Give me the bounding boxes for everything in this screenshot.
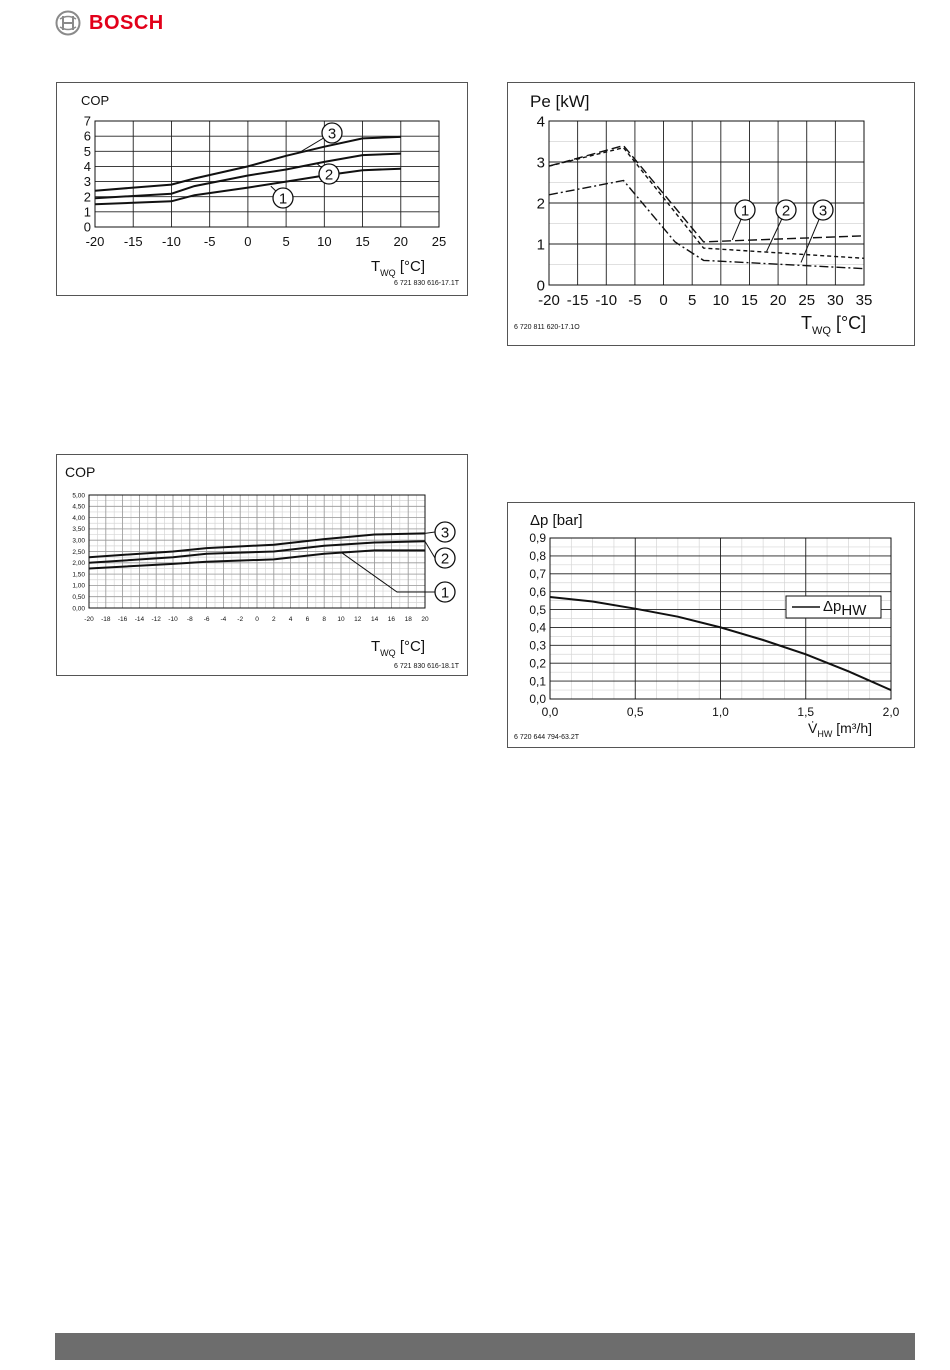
x-tick-label: -5: [628, 292, 642, 309]
y-tick-label: 0,5: [529, 602, 546, 617]
y-tick-label: 1: [83, 204, 91, 220]
y-axis-label: Pe [kW]: [530, 92, 590, 111]
cop-chart-2: [57, 455, 467, 675]
y-tick-label: 0,0: [529, 692, 546, 707]
cop-chart-2-box: [56, 454, 468, 676]
callout-leader-3: [425, 532, 435, 533]
y-tick-label: 0,9: [529, 531, 546, 546]
cop-chart-1: [57, 83, 467, 295]
callout-leader-1: [341, 552, 435, 592]
x-tick-label: 15: [741, 292, 758, 309]
x-tick-label: -16: [117, 616, 128, 623]
y-tick-label: 1,50: [72, 571, 85, 579]
pe-chart: [508, 83, 914, 345]
y-tick-label: 0,7: [529, 566, 546, 581]
footer-bar: [55, 1333, 915, 1360]
y-tick-label: 0,50: [72, 593, 85, 601]
y-tick-label: 3,00: [72, 537, 85, 545]
x-tick-label: 1,0: [712, 705, 729, 719]
y-tick-label: 3: [536, 154, 545, 172]
y-tick-label: 2,50: [72, 548, 85, 556]
y-tick-label: 0,8: [529, 549, 546, 564]
x-tick-label: -10: [595, 292, 618, 309]
y-tick-label: 0: [83, 219, 91, 235]
y-tick-label: 4,00: [72, 514, 85, 522]
x-tick-label: -2: [237, 616, 244, 623]
dp-chart-box: [507, 502, 915, 748]
x-tick-label: 2,0: [882, 705, 900, 719]
x-tick-label: 0,5: [626, 705, 644, 719]
x-tick-label: -20: [84, 616, 94, 623]
figure-code: 6 720 811 620-17.1O: [514, 324, 580, 331]
x-tick-label: 0: [244, 234, 252, 249]
callout-number-1: 1: [440, 584, 450, 602]
x-tick-label: -20: [85, 234, 105, 249]
dp-chart: [508, 503, 914, 747]
x-tick-label: 0: [255, 616, 259, 623]
x-tick-label: -5: [203, 234, 216, 249]
y-tick-label: 5,00: [72, 492, 85, 500]
callout-number-3: 3: [327, 125, 337, 143]
x-tick-label: 35: [855, 292, 873, 309]
y-tick-label: 0,6: [529, 584, 546, 599]
y-tick-label: 3,50: [72, 526, 85, 534]
x-tick-label: 10: [317, 234, 332, 249]
y-tick-label: 6: [83, 128, 91, 144]
x-tick-label: 20: [769, 292, 787, 309]
figure-code: 6 721 830 616-18.1T: [394, 663, 459, 670]
pe-chart-box: [507, 82, 915, 346]
x-tick-label: -15: [566, 292, 589, 309]
y-tick-label: 5: [83, 143, 91, 159]
x-tick-label: -4: [220, 616, 227, 623]
x-tick-label: 5: [688, 292, 697, 309]
legend-label: ΔpHW: [823, 598, 867, 619]
callout-leader-2: [425, 541, 435, 558]
callout-number-3: 3: [440, 524, 450, 542]
y-tick-label: 0,3: [529, 638, 546, 653]
x-tick-label: -6: [203, 616, 210, 623]
x-tick-label: 6: [305, 616, 310, 623]
x-tick-label: -20: [538, 292, 560, 309]
x-tick-label: 18: [404, 616, 412, 623]
x-tick-label: 12: [354, 616, 362, 623]
y-tick-label: 4,50: [72, 503, 85, 511]
bosch-logo-icon: [55, 10, 81, 36]
x-tick-label: 25: [431, 234, 447, 249]
x-tick-label: 1,5: [797, 705, 815, 719]
y-axis-label: COP: [65, 464, 96, 480]
callout-number-3: 3: [818, 202, 828, 220]
series-line-1: [549, 146, 864, 242]
brand: [55, 8, 164, 38]
x-axis-label: $T_{WQ}$ [°C]: [371, 638, 426, 658]
y-tick-label: 2: [83, 189, 91, 205]
x-axis-label: $T_{WQ}$ [°C]: [371, 258, 426, 278]
x-tick-label: -10: [162, 234, 181, 249]
callout-number-1: 1: [740, 202, 750, 220]
x-tick-label: 10: [712, 292, 730, 309]
x-tick-label: -18: [101, 616, 111, 623]
x-tick-label: 14: [370, 616, 379, 623]
figure-code: 6 721 830 616-17.1T: [394, 280, 459, 287]
x-tick-label: 10: [337, 616, 345, 623]
y-tick-label: 0,4: [529, 620, 546, 635]
y-axis-label: Δp [bar]: [530, 512, 583, 529]
x-tick-label: 20: [393, 234, 409, 249]
callout-number-1: 1: [278, 190, 288, 208]
callout-number-2: 2: [440, 550, 450, 568]
figure-code: 6 720 644 794-63.2T: [514, 734, 579, 741]
x-tick-label: 8: [322, 616, 327, 623]
x-tick-label: -15: [123, 234, 143, 249]
x-tick-label: 2: [271, 616, 276, 623]
y-tick-label: 2: [536, 195, 545, 213]
y-tick-label: 0,1: [529, 674, 546, 689]
x-tick-label: 0: [659, 292, 668, 309]
y-tick-label: 1: [536, 236, 545, 254]
x-tick-label: 16: [387, 616, 396, 623]
x-tick-label: 30: [827, 292, 844, 309]
x-tick-label: 4: [288, 616, 293, 623]
y-tick-label: 4: [83, 158, 91, 174]
x-tick-label: 25: [798, 292, 816, 309]
x-tick-label: -12: [151, 616, 161, 623]
x-tick-label: -8: [186, 616, 193, 623]
brand-name: BOSCH: [89, 11, 164, 34]
cop-chart-1-box: [56, 82, 468, 296]
x-tick-label: 5: [282, 234, 290, 249]
x-tick-label: -14: [134, 616, 145, 623]
y-tick-label: 0,2: [529, 656, 546, 671]
x-tick-label: 0,0: [541, 705, 559, 719]
callout-number-2: 2: [324, 166, 334, 184]
y-tick-label: 3: [83, 174, 91, 190]
callout-number-2: 2: [781, 202, 791, 220]
y-tick-label: 2,00: [72, 560, 85, 568]
x-tick-label: -10: [168, 616, 178, 623]
x-tick-label: 15: [355, 234, 370, 249]
y-tick-label: 1,00: [72, 582, 85, 590]
x-axis-label: $V̇_{HW}$ [m³/h]: [808, 720, 873, 739]
y-tick-label: 0: [536, 277, 545, 295]
y-tick-label: 7: [83, 113, 91, 129]
x-tick-label: 20: [421, 616, 429, 623]
y-tick-label: 0,00: [72, 605, 85, 613]
y-axis-label: COP: [81, 93, 110, 108]
y-tick-label: 4: [536, 113, 545, 131]
x-axis-label: $T_{WQ}$ [°C]: [801, 313, 867, 337]
